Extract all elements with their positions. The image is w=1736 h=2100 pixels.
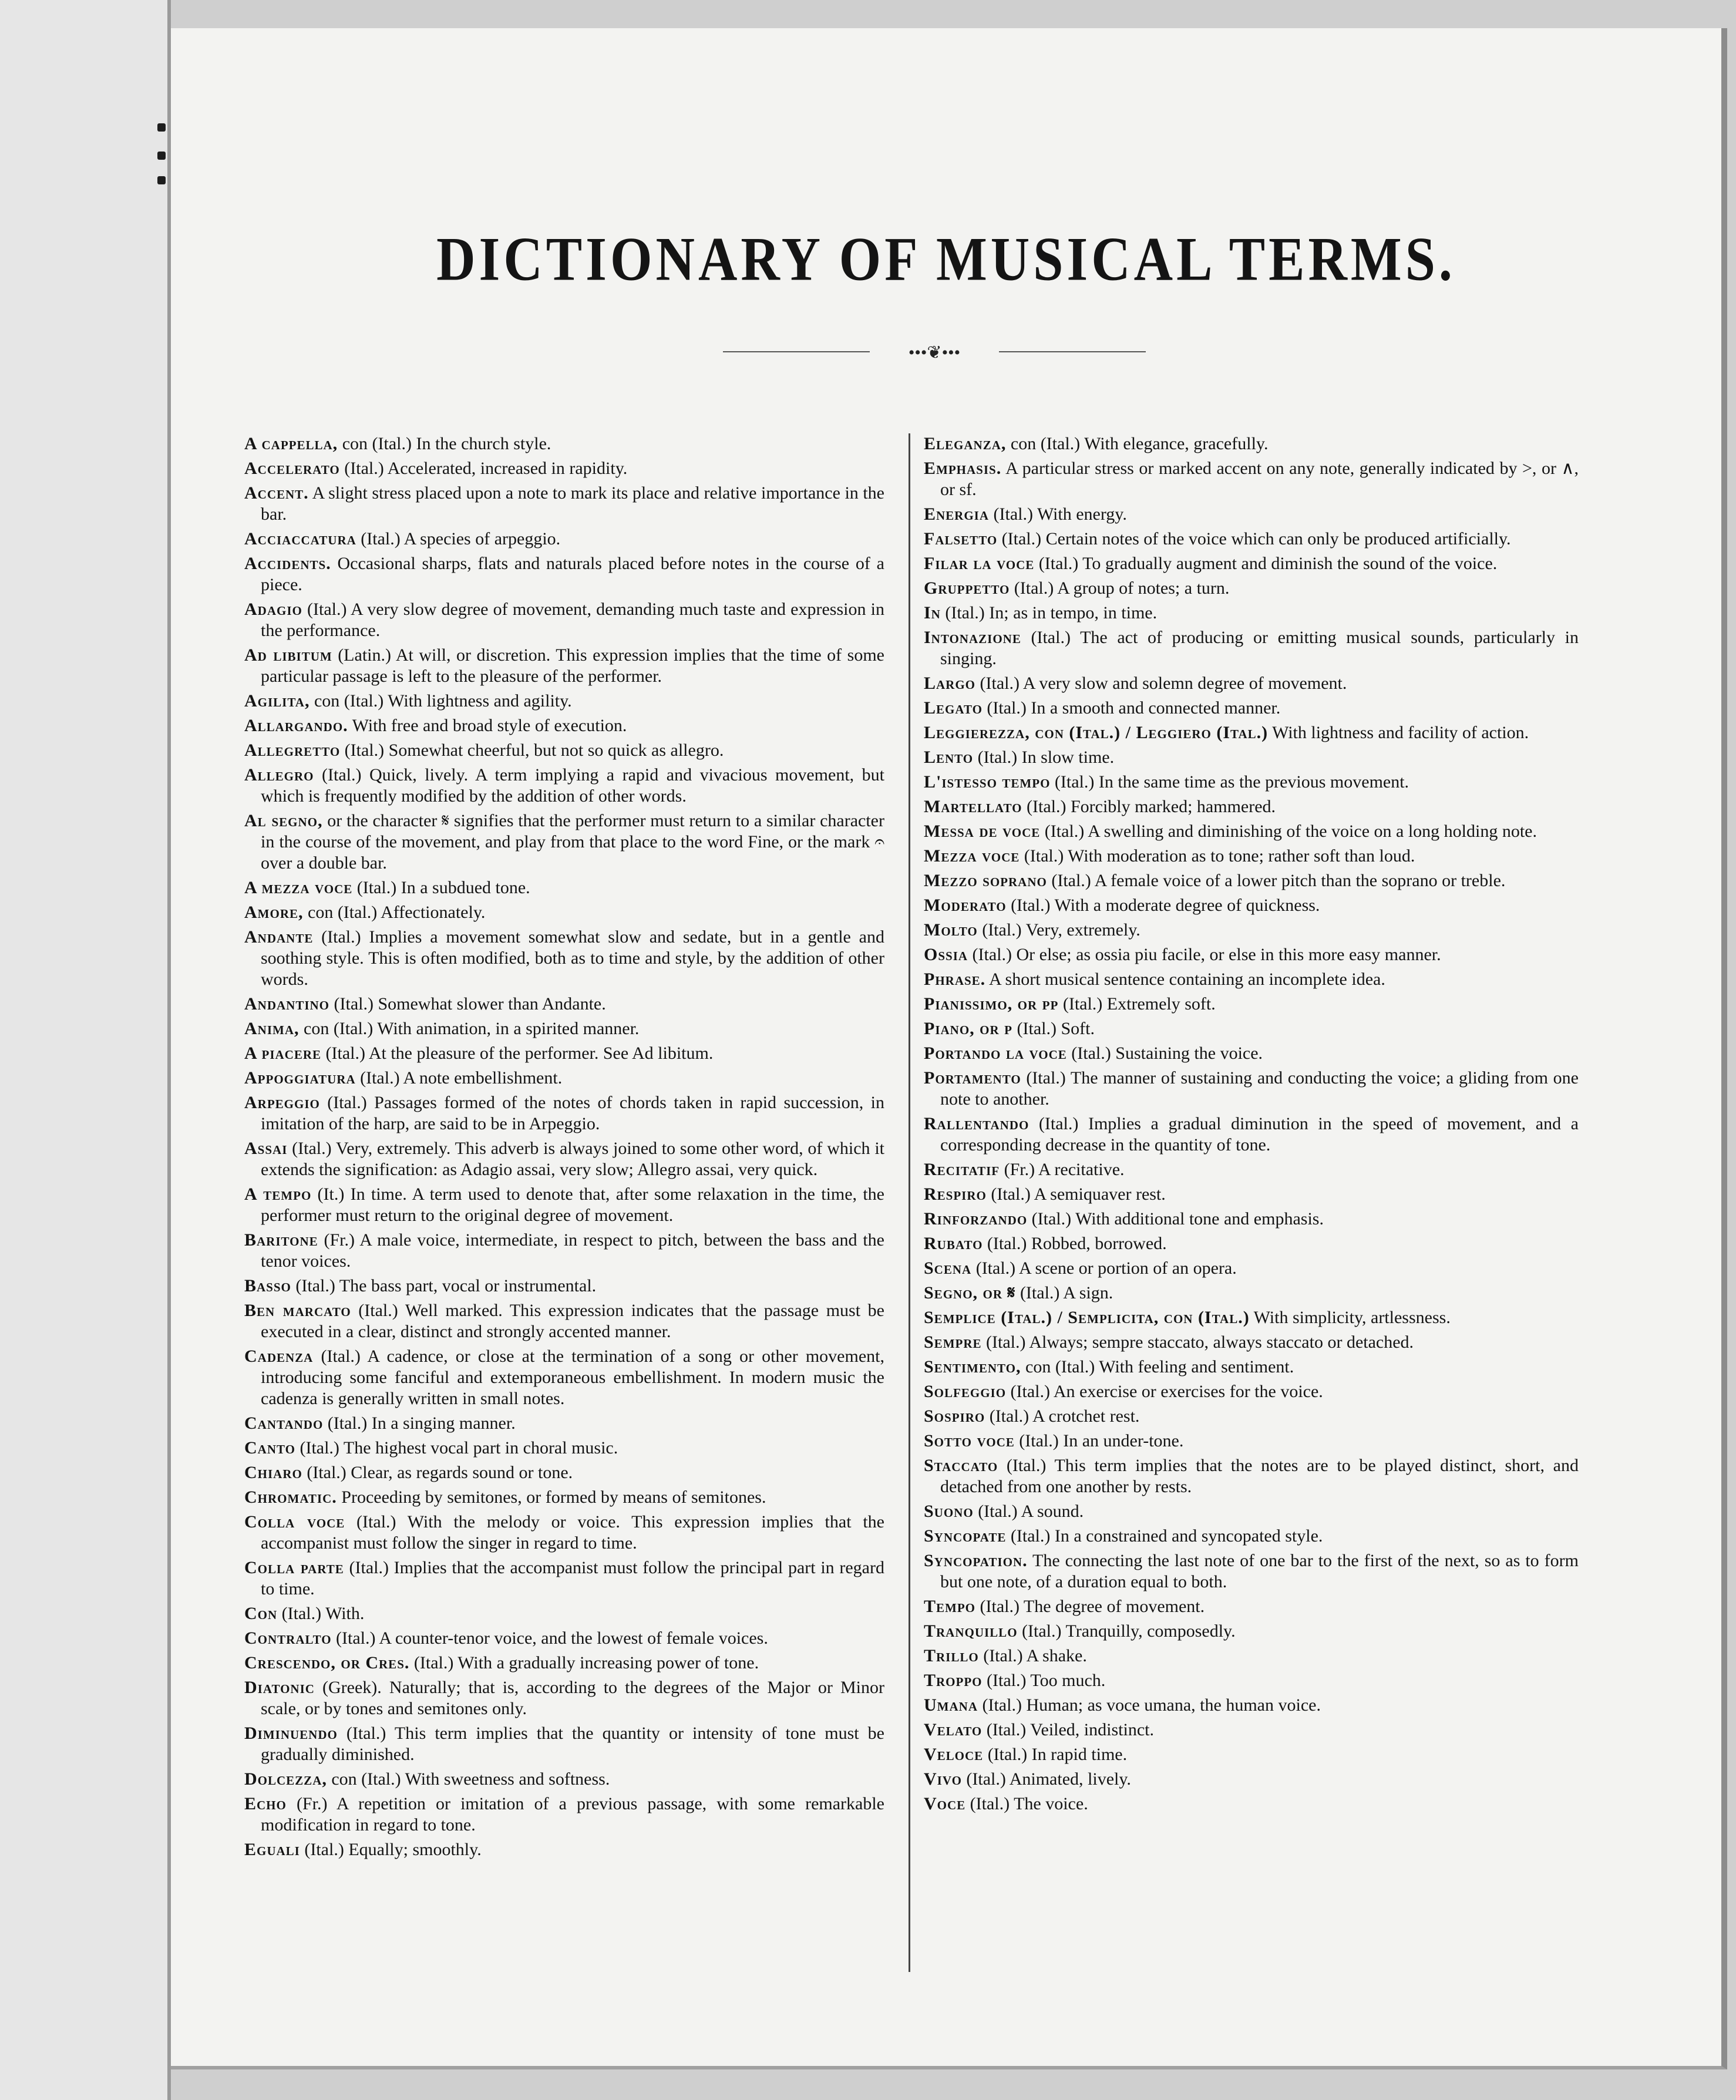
entry-term: Anima, xyxy=(244,1019,300,1038)
dictionary-entry xyxy=(924,1307,1579,1328)
dictionary-entry xyxy=(244,691,884,712)
entry-term: Accidents. xyxy=(244,554,331,573)
entry-term: Troppo xyxy=(924,1671,983,1690)
dictionary-entry xyxy=(244,1138,884,1180)
entry-definition: (Ital.) Human; as voce umana, the human voice. xyxy=(977,1695,1321,1715)
dictionary-page xyxy=(171,28,1727,2069)
entry-definition: (Ital.) With. xyxy=(277,1604,365,1623)
entry-definition: (Ital.) Implies a movement somewhat slow and sedate, but in a gentle and soothing style. This is often modified, both as to time and style, by the addition of other words. xyxy=(261,927,884,989)
entry-term: Chiaro xyxy=(244,1463,302,1482)
entry-definition: (Ital.) Somewhat slower than Andante. xyxy=(329,994,606,1014)
entry-term: Andante xyxy=(244,927,314,947)
dictionary-entry xyxy=(244,927,884,990)
entry-term: Assai xyxy=(244,1139,288,1158)
dictionary-entry xyxy=(244,1230,884,1272)
dictionary-entry xyxy=(924,1695,1579,1716)
entry-term: Umana xyxy=(924,1695,978,1715)
dictionary-entry xyxy=(924,821,1579,842)
entry-definition: (Ital.) In a smooth and connected manner. xyxy=(982,698,1281,718)
dictionary-entry xyxy=(924,504,1579,525)
entry-term: Voce xyxy=(924,1794,966,1813)
dictionary-entry xyxy=(924,1043,1579,1064)
entry-term: Moderato xyxy=(924,896,1007,915)
entry-term: Martellato xyxy=(924,797,1022,816)
dictionary-entry xyxy=(924,1431,1579,1452)
entry-term: Agilita, xyxy=(244,691,310,711)
entry-term: Acciaccatura xyxy=(244,529,356,548)
dictionary-entry xyxy=(924,747,1579,768)
dictionary-entry xyxy=(924,1596,1579,1617)
entry-term: Largo xyxy=(924,674,976,693)
dictionary-entry xyxy=(244,715,884,736)
entry-term: Scena xyxy=(924,1258,972,1278)
dictionary-entry xyxy=(244,1438,884,1459)
entry-definition: (Ital.) Animated, lively. xyxy=(961,1769,1131,1789)
column-divider xyxy=(909,433,910,1972)
dictionary-entry xyxy=(924,1406,1579,1427)
dictionary-entry xyxy=(244,1413,884,1434)
dictionary-entry xyxy=(924,1455,1579,1497)
dictionary-entry xyxy=(924,796,1579,817)
entry-term: Accelerato xyxy=(244,459,340,478)
entry-definition: (Ital.) Too much. xyxy=(982,1671,1106,1690)
entry-definition: A slight stress placed upon a note to mark its place and relative importance in the bar. xyxy=(261,483,884,524)
entry-definition: (Ital.) A shake. xyxy=(978,1646,1087,1665)
dictionary-entry xyxy=(924,1233,1579,1254)
dictionary-entry xyxy=(924,627,1579,669)
dictionary-entry xyxy=(924,1159,1579,1180)
entry-term: Syncopation. xyxy=(924,1551,1028,1570)
dictionary-entry xyxy=(924,1113,1579,1156)
dictionary-entry xyxy=(244,1092,884,1135)
dictionary-entry xyxy=(924,698,1579,719)
entry-definition: (Ital.) Accelerated, increased in rapidity. xyxy=(339,459,628,478)
dictionary-entry xyxy=(924,994,1579,1015)
entry-term: Al segno, xyxy=(244,811,323,830)
dictionary-entry xyxy=(924,673,1579,694)
dictionary-entry xyxy=(244,1487,884,1508)
entry-definition: (Ital.) Sustaining the voice. xyxy=(1067,1044,1263,1063)
entry-definition: (Ital.) Soft. xyxy=(1012,1019,1095,1038)
entry-definition: (Ital.) In; as in tempo, in time. xyxy=(940,603,1158,622)
dictionary-entry xyxy=(244,1723,884,1765)
dictionary-entry xyxy=(244,553,884,595)
dictionary-entry xyxy=(244,740,884,761)
entry-definition: (Ital.) A female voice of a lower pitch than the soprano or treble. xyxy=(1047,871,1506,890)
entry-definition: con (Ital.) With animation, in a spirited manner. xyxy=(299,1019,640,1038)
dictionary-entry xyxy=(924,553,1579,574)
entry-definition: con (Ital.) With feeling and sentiment. xyxy=(1021,1357,1294,1377)
entry-definition: (Ital.) A note embellishment. xyxy=(355,1068,563,1088)
entry-definition: (Ital.) With the melody or voice. This expression implies that the accompanist must follow the singer in regard to time. xyxy=(261,1512,884,1553)
entry-definition: Occasional sharps, flats and naturals placed before notes in the course of a piece. xyxy=(261,554,884,594)
binding-mark xyxy=(157,123,166,132)
entry-definition: (Ital.) The manner of sustaining and conducting the voice; a gliding from one note to another. xyxy=(940,1068,1579,1109)
dictionary-entry xyxy=(924,458,1579,500)
entry-term: Tranquillo xyxy=(924,1621,1018,1641)
entry-term: Cadenza xyxy=(244,1347,314,1366)
dictionary-entry xyxy=(924,1793,1579,1815)
entry-term: Emphasis. xyxy=(924,459,1002,478)
entry-definition: (Latin.) At will, or discretion. This expression implies that the time of some particular passage is left to the pleasure of the performer. xyxy=(261,645,884,686)
dictionary-entry xyxy=(924,846,1579,867)
entry-definition: (Ital.) Quick, lively. A term implying a rapid and vivacious movement, but which is frequently modified by the addition of other words. xyxy=(261,765,884,806)
entry-definition: (Ital.) Always; sempre staccato, always staccato or detached. xyxy=(981,1332,1414,1352)
entry-term: Amore, xyxy=(244,903,304,922)
dictionary-entry xyxy=(924,772,1579,793)
dictionary-entry xyxy=(244,1628,884,1649)
entry-definition: (Fr.) A repetition or imitation of a previous passage, with some remarkable modification in regard to tone. xyxy=(261,1794,884,1835)
entry-term: Contralto xyxy=(244,1628,332,1648)
entry-definition: The connecting the last note of one bar to the first of the next, so as to form but one note, of a duration equal to both. xyxy=(940,1551,1579,1591)
entry-definition: (Ital.) Extremely soft. xyxy=(1058,994,1216,1014)
entry-definition: (Ital.) A very slow degree of movement, demanding much taste and expression in the performance. xyxy=(261,600,884,640)
dictionary-entry xyxy=(924,1068,1579,1110)
title-ornament: •••❦••• xyxy=(723,342,1146,360)
entry-term: Accent. xyxy=(244,483,309,503)
entry-term: Semplice (Ital.) / Semplicita, con (Ital.) xyxy=(924,1308,1250,1327)
entry-term: L'istesso tempo xyxy=(924,772,1051,792)
dictionary-entry xyxy=(244,1512,884,1554)
page-title: DICTIONARY OF MUSICAL TERMS. xyxy=(436,224,1456,294)
entry-definition: (Ital.) A swelling and diminishing of the voice on a long holding note. xyxy=(1040,822,1537,841)
entry-term: Diatonic xyxy=(244,1678,315,1697)
entry-term: Filar la voce xyxy=(924,554,1035,573)
entry-term: Suono xyxy=(924,1502,974,1521)
entry-term: Molto xyxy=(924,920,978,940)
dictionary-entry xyxy=(244,765,884,807)
entry-term: Arpeggio xyxy=(244,1093,320,1112)
entry-definition: Proceeding by semitones, or formed by means of semitones. xyxy=(337,1488,766,1507)
entry-term: Intonazione xyxy=(924,628,1021,647)
dictionary-entry xyxy=(924,969,1579,990)
dictionary-entry xyxy=(924,433,1579,455)
dictionary-entry xyxy=(244,645,884,687)
dictionary-entry xyxy=(924,1209,1579,1230)
entry-definition: (Ital.) Somewhat cheerful, but not so quick as allegro. xyxy=(340,741,724,760)
entry-definition: With lightness and facility of action. xyxy=(1268,723,1529,742)
entry-definition: (Ital.) With moderation as to tone; rather soft than loud. xyxy=(1020,846,1415,866)
entry-term: A piacere xyxy=(244,1044,322,1063)
entry-term: Cantando xyxy=(244,1414,324,1433)
dictionary-entry xyxy=(244,1184,884,1226)
entry-term: Pianissimo, or pp xyxy=(924,994,1059,1014)
entry-definition: (Ital.) At the pleasure of the performer. See Ad libitum. xyxy=(321,1044,714,1063)
dictionary-entry xyxy=(924,1357,1579,1378)
entry-definition: (Ital.) This term implies that the notes are to be played distinct, short, and detached from one another by rests. xyxy=(940,1456,1579,1496)
entry-definition: (Ital.) To gradually augment and diminish the sound of the voice. xyxy=(1034,554,1498,573)
entry-term: Staccato xyxy=(924,1456,998,1475)
entry-term: Velato xyxy=(924,1720,983,1739)
entry-term: Canto xyxy=(244,1438,295,1458)
entry-definition: (Ital.) In the same time as the previous movement. xyxy=(1050,772,1409,792)
entry-term: Eguali xyxy=(244,1840,300,1859)
entry-definition: (It.) In time. A term used to denote that, after some relaxation in the time, the performer must return to the original degree of movement. xyxy=(261,1184,884,1225)
dictionary-entry xyxy=(924,1621,1579,1642)
entry-term: Allegro xyxy=(244,765,314,785)
entry-definition: A particular stress or marked accent on any note, generally indicated by >, or ∧, or sf. xyxy=(940,459,1579,499)
dictionary-entry xyxy=(244,433,884,455)
entry-term: Phrase. xyxy=(924,970,986,989)
entry-definition: (Ital.) A sound. xyxy=(973,1502,1084,1521)
dictionary-entry xyxy=(924,603,1579,624)
dictionary-entry xyxy=(924,1283,1579,1304)
entry-term: Rallentando xyxy=(924,1114,1030,1133)
entry-term: Portamento xyxy=(924,1068,1021,1088)
entry-term: Ossia xyxy=(924,945,968,964)
entry-term: Rinforzando xyxy=(924,1209,1028,1229)
entry-term: Segno, or 𝄋 xyxy=(924,1283,1016,1303)
entry-term: Messa de voce xyxy=(924,822,1041,841)
dictionary-entry xyxy=(244,1793,884,1836)
entry-definition: (Ital.) With energy. xyxy=(989,504,1127,524)
entry-term: Mezzo soprano xyxy=(924,871,1047,890)
dictionary-entry xyxy=(924,1184,1579,1205)
entry-definition: (Ital.) Tranquilly, composedly. xyxy=(1017,1621,1236,1641)
entry-term: Colla voce xyxy=(244,1512,345,1532)
dictionary-entry xyxy=(244,483,884,525)
dictionary-entry xyxy=(924,1769,1579,1790)
entry-term: Veloce xyxy=(924,1745,984,1764)
entry-definition: (Ital.) The degree of movement. xyxy=(975,1597,1205,1616)
entry-definition: With free and broad style of execution. xyxy=(348,716,627,735)
entry-term: Basso xyxy=(244,1276,291,1295)
dictionary-entry xyxy=(924,578,1579,599)
dictionary-entry xyxy=(924,870,1579,891)
entry-term: Respiro xyxy=(924,1184,987,1204)
entry-term: Vivo xyxy=(924,1769,962,1789)
entry-definition: (Ital.) Implies that the accompanist must follow the principal part in regard to time. xyxy=(261,1558,884,1598)
dictionary-entry xyxy=(924,1670,1579,1691)
dictionary-entry xyxy=(924,895,1579,916)
dictionary-entry xyxy=(924,1332,1579,1353)
left-column xyxy=(244,433,884,1864)
entry-definition: con (Ital.) With elegance, gracefully. xyxy=(1006,434,1269,453)
entry-term: Falsetto xyxy=(924,529,998,548)
dictionary-entry xyxy=(924,1526,1579,1547)
entry-definition: (Ital.) Well marked. This expression indicates that the passage must be executed in a clear, distinct and strongly accented manner. xyxy=(261,1301,884,1341)
entry-term: Energia xyxy=(924,504,990,524)
dictionary-entry xyxy=(244,1769,884,1790)
entry-definition: (Ital.) The voice. xyxy=(965,1794,1088,1813)
entry-term: Rubato xyxy=(924,1234,983,1253)
entry-definition: (Ital.) The act of producing or emitting musical sounds, particularly in singing. xyxy=(940,628,1579,668)
entry-definition: or the character 𝄋 signifies that the performer must return to a similar character in the course of the movement, and play from that place to the word Fine, or the mark 𝄐 over a double bar. xyxy=(261,811,884,873)
entry-term: A tempo xyxy=(244,1184,312,1204)
dictionary-entry xyxy=(924,1550,1579,1593)
entry-definition: (Ital.) A crotchet rest. xyxy=(985,1406,1140,1426)
entry-term: Crescendo, or Cres. xyxy=(244,1653,410,1672)
entry-term: A cappella, xyxy=(244,434,338,453)
dictionary-entry xyxy=(924,1501,1579,1522)
dictionary-entry xyxy=(244,1603,884,1624)
entry-definition: (Ital.) Equally; smoothly. xyxy=(300,1840,482,1859)
entry-definition: (Ital.) Very, extremely. xyxy=(977,920,1140,940)
entry-term: Portando la voce xyxy=(924,1044,1067,1063)
entry-definition: With simplicity, artlessness. xyxy=(1249,1308,1451,1327)
dictionary-entry xyxy=(244,877,884,898)
entry-term: Con xyxy=(244,1604,278,1623)
entry-term: Ad libitum xyxy=(244,645,332,665)
entry-definition: (Ital.) A species of arpeggio. xyxy=(356,529,561,548)
dictionary-entry xyxy=(924,920,1579,941)
entry-term: Lento xyxy=(924,748,974,767)
entry-definition: (Ital.) A semiquaver rest. xyxy=(986,1184,1166,1204)
entry-definition: (Fr.) A recitative. xyxy=(1000,1160,1125,1179)
dictionary-entry xyxy=(244,599,884,641)
entry-term: Sempre xyxy=(924,1332,982,1352)
binding-mark xyxy=(157,152,166,160)
entry-definition: (Ital.) A scene or portion of an opera. xyxy=(971,1258,1237,1278)
dictionary-entry xyxy=(924,1381,1579,1402)
entry-definition: (Ital.) With a moderate degree of quickness. xyxy=(1006,896,1320,915)
entry-definition: (Ital.) In rapid time. xyxy=(983,1745,1128,1764)
entry-definition: (Ital.) In an under-tone. xyxy=(1014,1431,1184,1451)
entry-term: Baritone xyxy=(244,1230,318,1250)
dictionary-entry xyxy=(924,1258,1579,1279)
dictionary-entry xyxy=(244,458,884,479)
entry-definition: (Greek). Naturally; that is, according to the degrees of the Major or Minor scale, or by tones and semitones only. xyxy=(261,1678,884,1718)
entry-term: Chromatic. xyxy=(244,1488,337,1507)
dictionary-entry xyxy=(924,1744,1579,1765)
entry-definition: (Ital.) The bass part, vocal or instrumental. xyxy=(291,1276,597,1295)
entry-term: Sentimento, xyxy=(924,1357,1021,1377)
entry-definition: (Ital.) A group of notes; a turn. xyxy=(1010,578,1230,598)
entry-definition: (Fr.) A male voice, intermediate, in respect to pitch, between the bass and the tenor voices. xyxy=(261,1230,884,1271)
dictionary-entry xyxy=(244,994,884,1015)
entry-term: Sospiro xyxy=(924,1406,985,1426)
entry-definition: (Ital.) In a subdued tone. xyxy=(352,878,530,897)
dictionary-entry xyxy=(244,1677,884,1719)
dictionary-entry xyxy=(244,1276,884,1297)
entry-definition: (Ital.) With additional tone and emphasis. xyxy=(1027,1209,1324,1229)
entry-definition: con (Ital.) Affectionately. xyxy=(303,903,486,922)
dictionary-entry xyxy=(924,1719,1579,1741)
entry-term: Andantino xyxy=(244,994,330,1014)
entry-term: Sotto voce xyxy=(924,1431,1015,1451)
dictionary-entry xyxy=(244,1068,884,1089)
entry-term: Trillo xyxy=(924,1646,979,1665)
entry-term: Colla parte xyxy=(244,1558,344,1577)
binding-mark xyxy=(157,176,166,184)
entry-term: Adagio xyxy=(244,600,302,619)
entry-term: Allargando. xyxy=(244,716,348,735)
dictionary-entry xyxy=(244,1018,884,1039)
entry-definition: (Ital.) In a constrained and syncopated style. xyxy=(1006,1526,1323,1546)
entry-term: Appoggiatura xyxy=(244,1068,356,1088)
entry-definition: (Ital.) Or else; as ossia piu facile, or else in this more easy manner. xyxy=(968,945,1441,964)
entry-definition: (Ital.) A very slow and solemn degree of movement. xyxy=(975,674,1347,693)
entry-definition: (Ital.) A cadence, or close at the termination of a song or other movement, introducing some fanciful and extemporaneous embellishment. In modern music the cadenza is generally written in small notes. xyxy=(261,1347,884,1408)
dictionary-entry xyxy=(924,529,1579,550)
dictionary-entry xyxy=(244,1043,884,1064)
entry-term: Tempo xyxy=(924,1597,975,1616)
dictionary-entry xyxy=(924,1018,1579,1039)
entry-term: Piano, or p xyxy=(924,1019,1012,1038)
entry-definition: con (Ital.) With lightness and agility. xyxy=(309,691,572,711)
dictionary-entry xyxy=(924,722,1579,743)
entry-definition: (Ital.) In slow time. xyxy=(973,748,1115,767)
entry-term: Leggierezza, con (Ital.) / Leggiero (Ital.) xyxy=(924,723,1269,742)
entry-definition: (Ital.) Implies a gradual diminution in the speed of movement, and a corresponding decrease in the quantity of tone. xyxy=(940,1114,1579,1155)
entry-definition: (Ital.) A counter-tenor voice, and the lowest of female voices. xyxy=(331,1628,768,1648)
entry-definition: (Ital.) This term implies that the quantity or intensity of tone must be gradually diminished. xyxy=(261,1724,884,1764)
entry-term: Mezza voce xyxy=(924,846,1020,866)
dictionary-entry xyxy=(244,1839,884,1860)
dictionary-entry xyxy=(924,1645,1579,1667)
entry-term: Allegretto xyxy=(244,741,341,760)
entry-definition: (Ital.) Certain notes of the voice which can only be produced artificially. xyxy=(997,529,1511,548)
entry-definition: (Ital.) Forcibly marked; hammered. xyxy=(1022,797,1276,816)
entry-definition: con (Ital.) With sweetness and softness. xyxy=(327,1769,610,1789)
dictionary-entry xyxy=(244,902,884,923)
right-column xyxy=(924,433,1579,1818)
entry-definition: (Ital.) Passages formed of the notes of chords taken in rapid succession, in imitation of the harp, are said to be in Arpeggio. xyxy=(261,1093,884,1133)
entry-term: Gruppetto xyxy=(924,578,1010,598)
entry-definition: con (Ital.) In the church style. xyxy=(338,434,551,453)
dictionary-entry xyxy=(244,1462,884,1483)
entry-term: Legato xyxy=(924,698,983,718)
entry-definition: (Ital.) In a singing manner. xyxy=(323,1414,516,1433)
entry-term: Eleganza, xyxy=(924,434,1007,453)
entry-term: Solfeggio xyxy=(924,1382,1007,1401)
dictionary-entry xyxy=(244,529,884,550)
entry-term: Echo xyxy=(244,1794,287,1813)
entry-term: Dolcezza, xyxy=(244,1769,327,1789)
entry-definition: (Ital.) The highest vocal part in choral music. xyxy=(295,1438,618,1458)
entry-term: Recitatif xyxy=(924,1160,1000,1179)
entry-term: In xyxy=(924,603,941,622)
entry-definition: (Ital.) Robbed, borrowed. xyxy=(983,1234,1167,1253)
entry-definition: (Ital.) Veiled, indistinct. xyxy=(982,1720,1154,1739)
entry-definition: (Ital.) Very, extremely. This adverb is always joined to some other word, of which it extends the signification: as Adagio assai, very slow; Allegro assai, very quick. xyxy=(261,1139,884,1179)
entry-definition: A short musical sentence containing an incomplete idea. xyxy=(985,970,1385,989)
dictionary-entry xyxy=(244,1653,884,1674)
dictionary-entry xyxy=(244,1300,884,1342)
entry-term: Syncopate xyxy=(924,1526,1007,1546)
entry-definition: (Ital.) Clear, as regards sound or tone. xyxy=(302,1463,573,1482)
dictionary-entry xyxy=(244,810,884,874)
entry-term: Ben marcato xyxy=(244,1301,351,1320)
entry-term: Diminuendo xyxy=(244,1724,338,1743)
entry-term: A mezza voce xyxy=(244,878,353,897)
dictionary-entry xyxy=(924,944,1579,965)
dictionary-entry xyxy=(244,1557,884,1600)
book-spine xyxy=(0,0,171,2100)
entry-definition: (Ital.) With a gradually increasing power of tone. xyxy=(409,1653,759,1672)
entry-definition: (Ital.) A sign. xyxy=(1015,1283,1113,1303)
dictionary-entry xyxy=(244,1346,884,1409)
entry-definition: (Ital.) An exercise or exercises for the voice. xyxy=(1006,1382,1323,1401)
